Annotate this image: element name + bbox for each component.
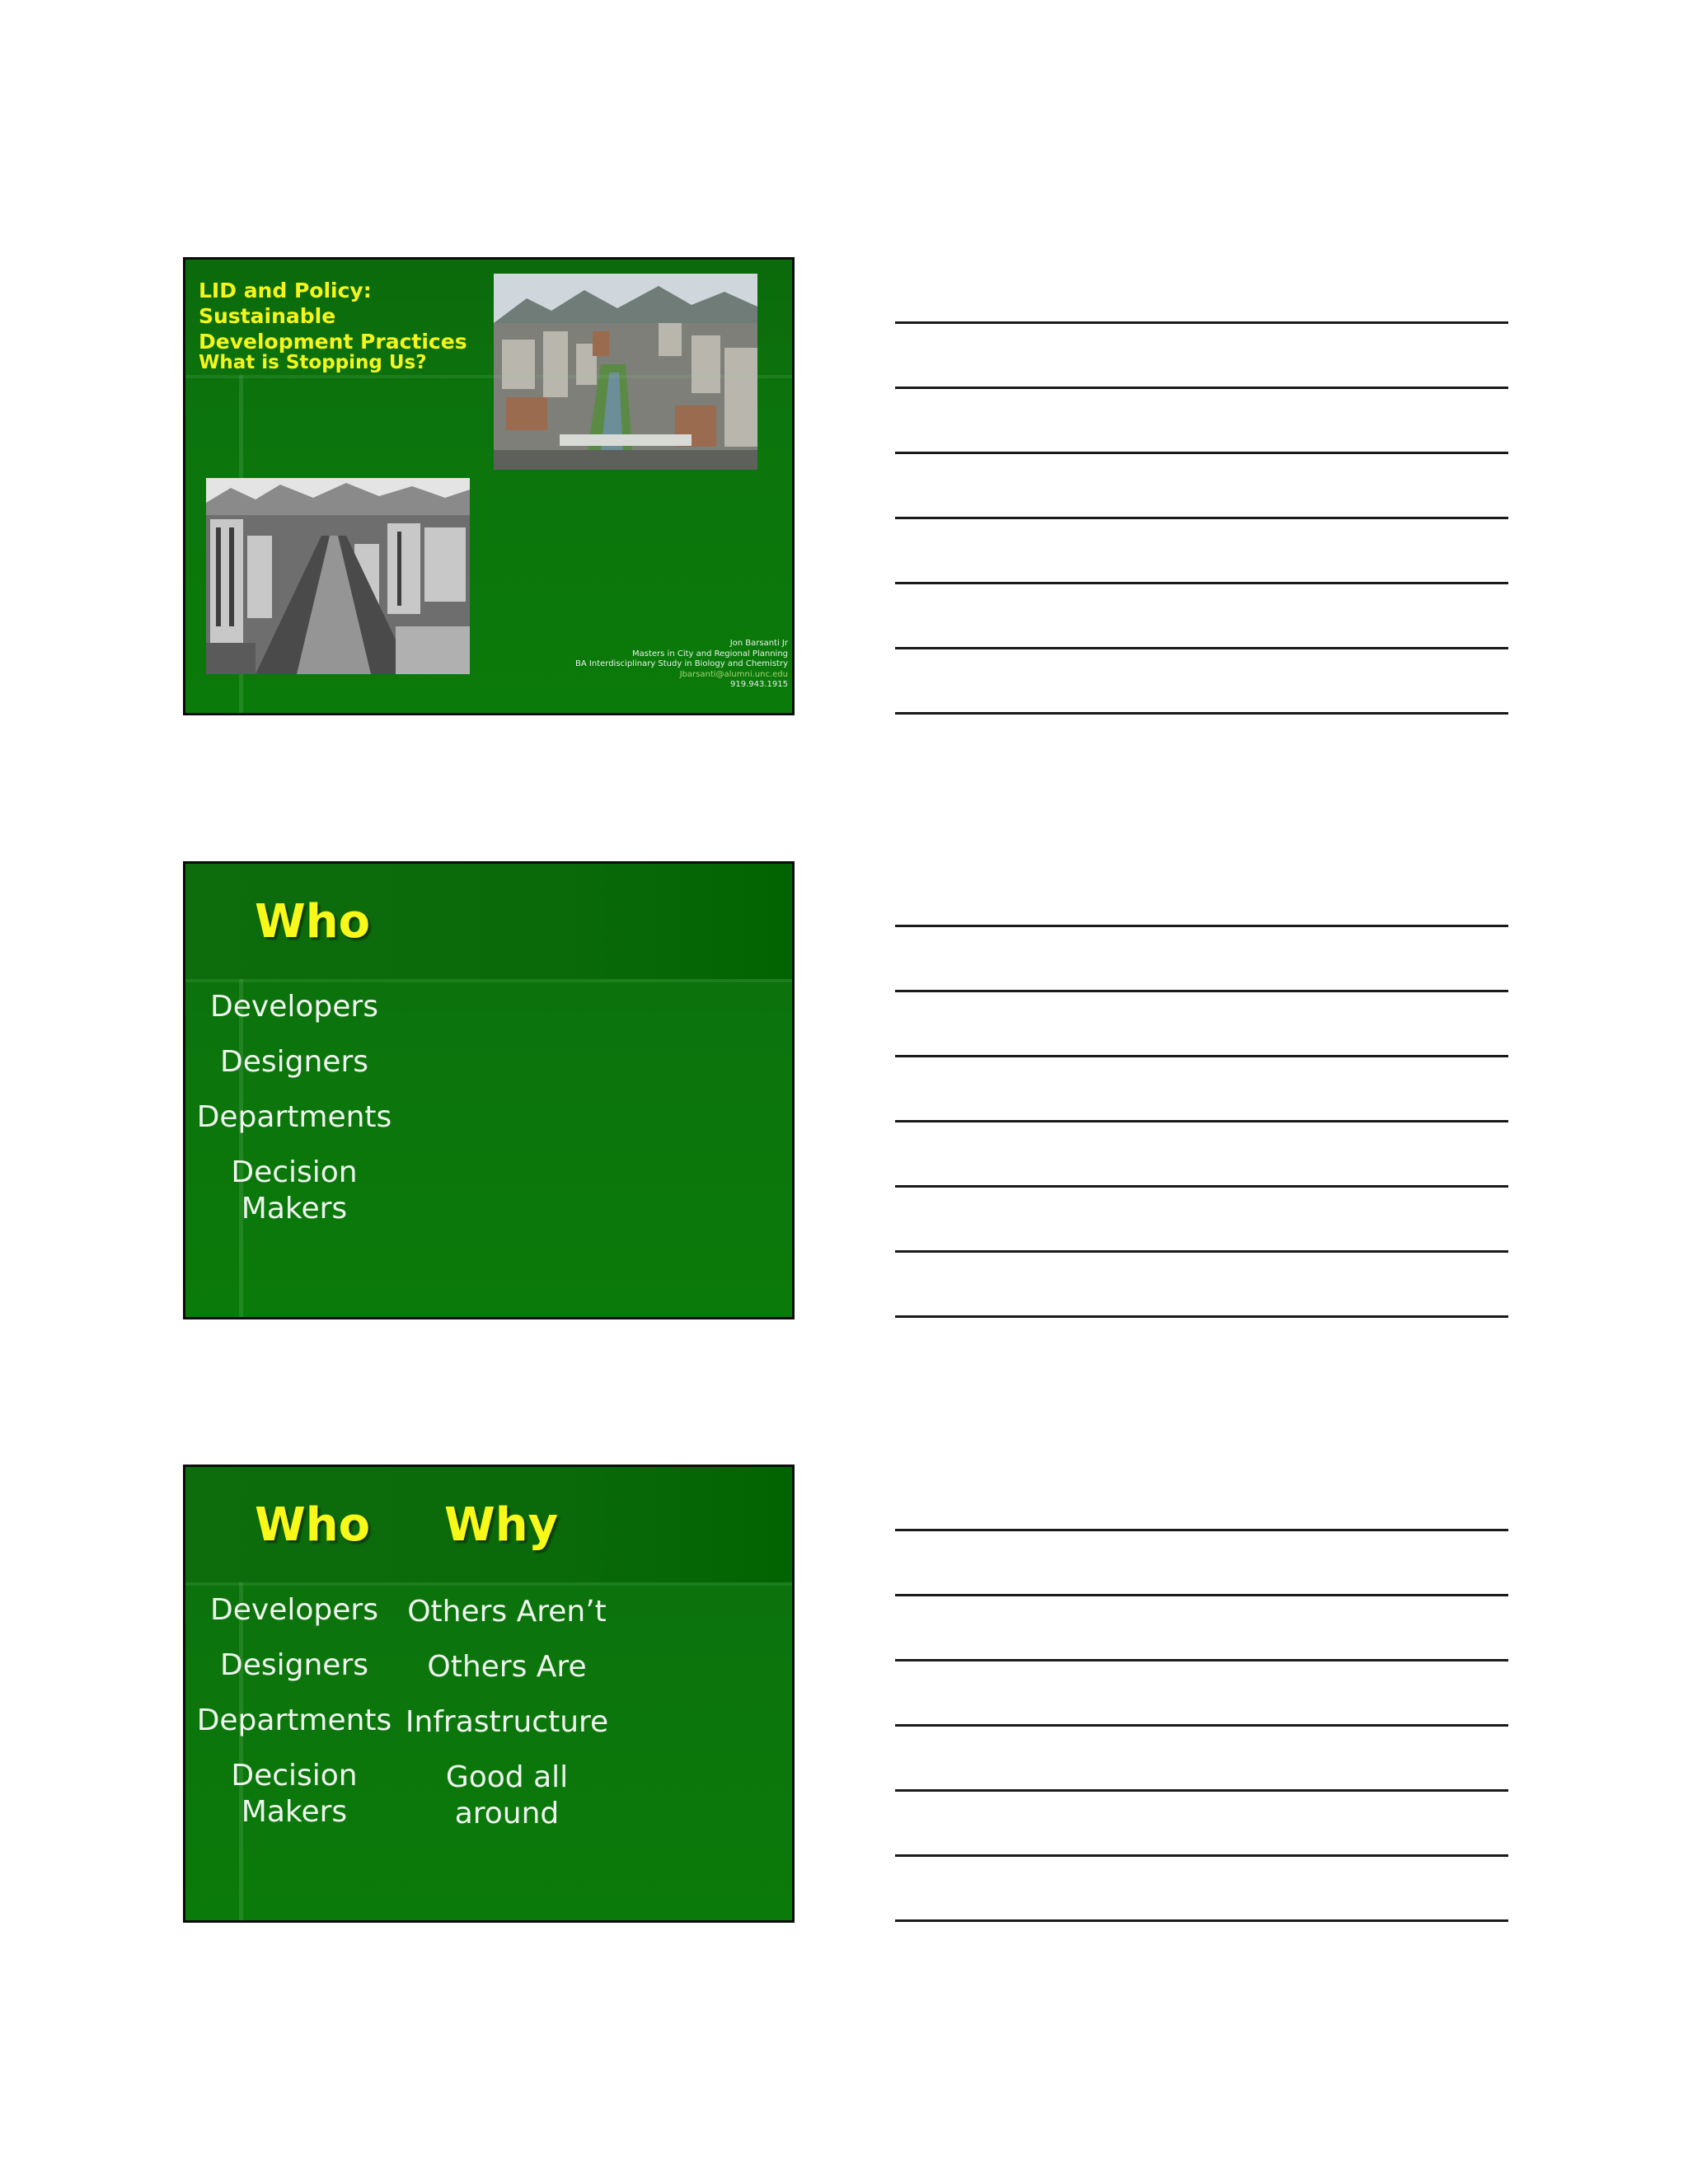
stream-city-photo xyxy=(494,274,757,470)
note-line xyxy=(895,1055,1508,1057)
note-line xyxy=(895,712,1508,715)
note-line xyxy=(895,1529,1508,1531)
who-item-designers: Designers xyxy=(220,1045,368,1079)
who-item-developers: Developers xyxy=(210,1593,378,1627)
note-line xyxy=(895,321,1508,324)
slide-1 xyxy=(183,257,795,715)
note-line xyxy=(895,1120,1508,1122)
who-item-decision-makers: Decision Makers xyxy=(231,1155,358,1226)
author-degree-ba: BA Interdisciplinary Study in Biology and Chemistry xyxy=(575,659,788,668)
note-line xyxy=(895,1659,1508,1661)
author-degree-masters: Masters in City and Regional Planning xyxy=(632,649,788,658)
why-list xyxy=(400,1594,614,1832)
slide-3 xyxy=(183,1465,795,1923)
note-line xyxy=(895,582,1508,584)
note-line xyxy=(895,1185,1508,1188)
note-line xyxy=(895,647,1508,649)
author-name: Jon Barsanti Jr xyxy=(729,639,788,648)
slide-1-credits xyxy=(575,639,788,691)
author-phone: 919.943.1915 xyxy=(730,680,788,689)
slide-2 xyxy=(183,861,795,1319)
who-item-developers: Developers xyxy=(210,990,378,1024)
who-item-designers: Designers xyxy=(220,1648,368,1682)
who-item-departments: Departments xyxy=(196,1100,392,1134)
note-line xyxy=(895,387,1508,389)
slide-1-title: LID and Policy: Sustainable Development Practices xyxy=(199,279,467,354)
note-line xyxy=(895,925,1508,927)
highway-city-photo xyxy=(206,478,470,674)
note-line xyxy=(895,1854,1508,1857)
note-line xyxy=(895,452,1508,454)
who-item-departments: Departments xyxy=(196,1704,392,1737)
why-item-others-are: Others Are xyxy=(427,1650,587,1684)
why-item-others-arent: Others Aren’t xyxy=(407,1595,607,1629)
who-list xyxy=(195,1592,393,1830)
note-line xyxy=(895,1919,1508,1922)
author-email-link[interactable]: Jbarsanti@alumni.unc.edu xyxy=(679,669,788,679)
slide-3-heading-why: Why xyxy=(444,1498,559,1552)
who-item-decision-makers: Decision Makers xyxy=(231,1759,358,1829)
note-line xyxy=(895,1724,1508,1727)
slide-3-heading-who: Who xyxy=(255,1498,371,1552)
note-line xyxy=(895,1315,1508,1318)
note-line xyxy=(895,1594,1508,1596)
note-line xyxy=(895,1250,1508,1253)
why-item-infrastructure: Infrastructure xyxy=(405,1705,609,1739)
slide-1-subtitle: What is Stopping Us? xyxy=(199,352,427,373)
note-line xyxy=(895,990,1508,992)
why-item-good-all-around: Good all around xyxy=(445,1760,569,1830)
note-line xyxy=(895,517,1508,519)
slide-2-heading: Who xyxy=(255,895,371,949)
who-list xyxy=(195,989,393,1227)
note-line xyxy=(895,1789,1508,1792)
